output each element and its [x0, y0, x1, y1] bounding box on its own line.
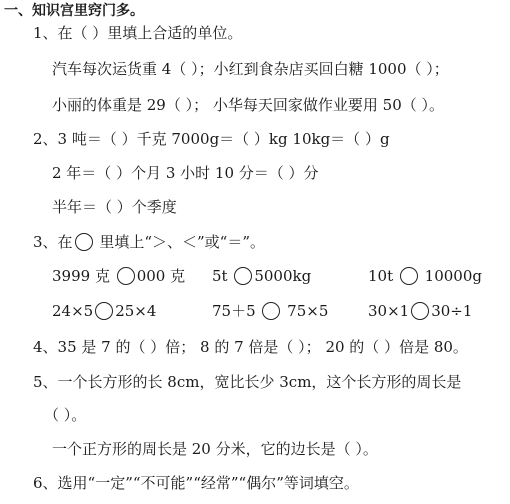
question-3-row-1-item-2 — [212, 267, 311, 285]
compare-left: 24×5 — [52, 302, 94, 320]
question-3-row-2-item-1 — [52, 302, 156, 320]
compare-left: 10t — [368, 267, 398, 285]
compare-left: 30×1 — [368, 302, 410, 320]
question-2-row-2: 2 年＝（ ）个月 3 小时 10 分＝（ ）分 — [52, 164, 319, 182]
question-4: 4、35 是 7 的（ ）倍； 8 的 7 倍是（ ）； 20 的（ ）倍是 80。 — [33, 338, 468, 356]
compare-right: 75×5 — [282, 302, 329, 320]
question-3-title — [33, 233, 265, 251]
question-5-row-1: 5、一个长方形的长 8cm，宽比长少 3cm，这个长方形的周长是 — [33, 373, 462, 391]
compare-left: 5t — [212, 267, 233, 285]
answer-circle[interactable] — [95, 302, 113, 320]
question-2-row-1: 2、3 吨＝（ ）千克 7000g＝（ ）kg 10kg＝（ ）g — [33, 130, 390, 148]
question-3-row-1-item-3 — [368, 267, 482, 285]
compare-right: 30÷1 — [431, 302, 473, 320]
question-3-row-2-item-3 — [368, 302, 472, 320]
question-1-row-2: 小丽的体重是 29（ ）； 小华每天回家做作业要用 50（ ）。 — [52, 96, 445, 114]
answer-circle[interactable] — [117, 267, 135, 285]
answer-circle[interactable] — [262, 302, 280, 320]
question-3-row-1-item-1 — [52, 267, 185, 285]
answer-circle[interactable] — [411, 302, 429, 320]
answer-circle[interactable] — [234, 267, 252, 285]
compare-left: 3999 克 — [52, 267, 115, 285]
question-5-row-2: （ ）。 — [44, 406, 87, 424]
compare-circle-icon — [75, 233, 93, 251]
compare-right: 5000kg — [254, 267, 312, 285]
compare-right: 25×4 — [115, 302, 157, 320]
question-3-prefix: 3、在 — [33, 233, 73, 251]
question-1-title: 1、在（ ）里填上合适的单位。 — [33, 24, 243, 42]
compare-right: 10000g — [419, 267, 482, 285]
question-2-row-3: 半年＝（ ）个季度 — [52, 198, 177, 216]
answer-circle[interactable] — [400, 267, 418, 285]
compare-left: 75＋5 — [212, 302, 261, 320]
section-title: 一、知识宫里窍门多。 — [4, 3, 144, 19]
question-5-row-3: 一个正方形的周长是 20 分米，它的边长是（ ）。 — [52, 440, 378, 458]
question-1-row-1: 汽车每次运货重 4（ ）；小红到食杂店买回白糖 1000（ ）； — [52, 60, 449, 78]
question-3-suffix: 里填上“＞、＜”或“＝”。 — [94, 233, 265, 251]
question-3-row-2-item-2 — [212, 302, 328, 320]
compare-right: 000 克 — [136, 267, 186, 285]
question-6: 6、选用“一定”“不可能”“经常”“偶尔”等词填空。 — [33, 474, 359, 492]
